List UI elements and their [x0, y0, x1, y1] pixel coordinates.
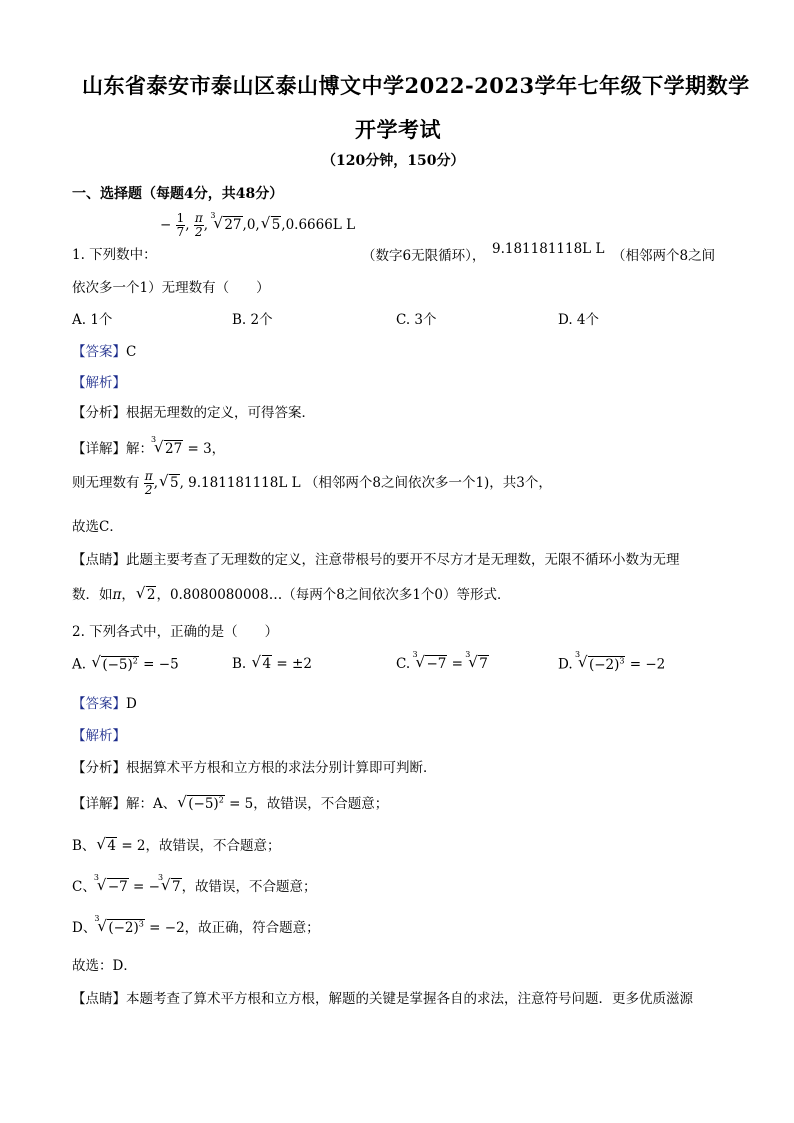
q1-irrational-line: 则无理数有 $\frac{\pi}{2}$ , √ 5, 9.181181118L L （相邻两个8之间依次多一个1)，共3个， [72, 469, 552, 497]
q1-analysis-tag: 【解析】 [72, 375, 126, 391]
cube-root-27: 3 √ 27 [151, 435, 183, 457]
q1-dianjing1: 【点睛】此题主要考查了无理数的定义，注意带根号的要开不尽方才是无理数，无限不循环小数为无理 [72, 552, 680, 568]
q2-option-d: D. 3 √ $(-2)^3 = -2$ [558, 650, 666, 673]
q1-note1: （数字6无限循环）， [362, 248, 486, 264]
fraction-one-seventh: $\frac{1}{7}$ [176, 211, 185, 239]
section-heading: 一、选择题（每题4分，共48分） [72, 186, 284, 202]
q2-analysis-tag: 【解析】 [72, 728, 126, 744]
q1-guxuan: 故选C． [72, 519, 123, 535]
sqrt-5: √ 5 [260, 214, 281, 233]
sqrt-5: √ 5 [158, 472, 179, 491]
q2-prefix: 2. 下列各式中，正确的是（ ） [72, 624, 279, 640]
fraction-pi-half: $\frac{\pi}{2}$ [194, 211, 203, 239]
q1-option-d: D. 4个 [558, 312, 600, 328]
q2-option-a: A. √ $(-5)^2 = -5$ [72, 653, 179, 673]
q1-option-b: B. 2个 [232, 312, 273, 328]
q2-xiangjie-b: B、 √ 4 = 2，故错误，不合题意； [72, 835, 281, 854]
q2-dianjing: 【点睛】本题考查了算术平方根和立方根，解题的关键是掌握各自的求法，注意符号问题．更多优质滋源 [72, 991, 693, 1007]
q2-guxuan: 故选：D． [72, 958, 137, 974]
q1-xiangjie: 【详解】解： 3 √ 27 = 3， [72, 435, 226, 457]
doc-subtitle: （120分钟，150分） [322, 153, 465, 169]
q2-option-c: C. 3 √ −7 = 3 √ 7 [396, 650, 488, 672]
q2-xiangjie-d: D、 3 √ $(-2)^3 = -2$，故正确，符合题意； [72, 913, 320, 936]
doc-title-line2: 开学考试 [355, 117, 441, 142]
q1-number-list: − $\frac{1}{7}$ , $\frac{\pi}{2}$ , 3 √ 27,0, √ 5,0.6666L L [160, 211, 356, 239]
cube-root-27: 3 √ 27 [210, 211, 242, 233]
doc-title-line1: 山东省泰安市泰山区泰山博文中学2022-2023学年七年级下学期数学 [82, 73, 750, 98]
minus-sign: − [160, 217, 172, 233]
q1-option-a: A. 1个 [72, 312, 113, 328]
q1-note2: （相邻两个8之间 [612, 248, 716, 264]
sqrt-2: √ 2 [135, 584, 156, 603]
q2-xiangjie-a: 【详解】解：A、 √ $(-5)^2 = 5$，故错误，不合题意； [72, 792, 389, 812]
q1-prefix: 1. 下列数中： [72, 247, 157, 263]
q1-option-c: C. 3个 [396, 312, 437, 328]
q1-answer: 【答案】C [72, 344, 137, 360]
q2-xiangjie-c: C、 3 √ −7 = − 3 √ 7，故错误，不合题意； [72, 873, 317, 895]
q1-dianjing2: 数．如π， √ 2，0.8080080008…（每两个8之间依次多1个0）等形式． [72, 584, 511, 603]
q2-answer: 【答案】D [72, 696, 137, 712]
fraction-pi-half: $\frac{\pi}{2}$ [144, 469, 153, 497]
q2-option-b: B. √ 4 = ±2 [232, 653, 312, 672]
q1-num2: 9.181181118L L [492, 241, 605, 257]
q2-fenxi: 【分析】根据算术平方根和立方根的求法分别计算即可判断． [72, 760, 437, 776]
q1-line2: 依次多一个1）无理数有（ ） [72, 280, 270, 296]
q1-fenxi: 【分析】根据无理数的定义，可得答案． [72, 405, 315, 421]
